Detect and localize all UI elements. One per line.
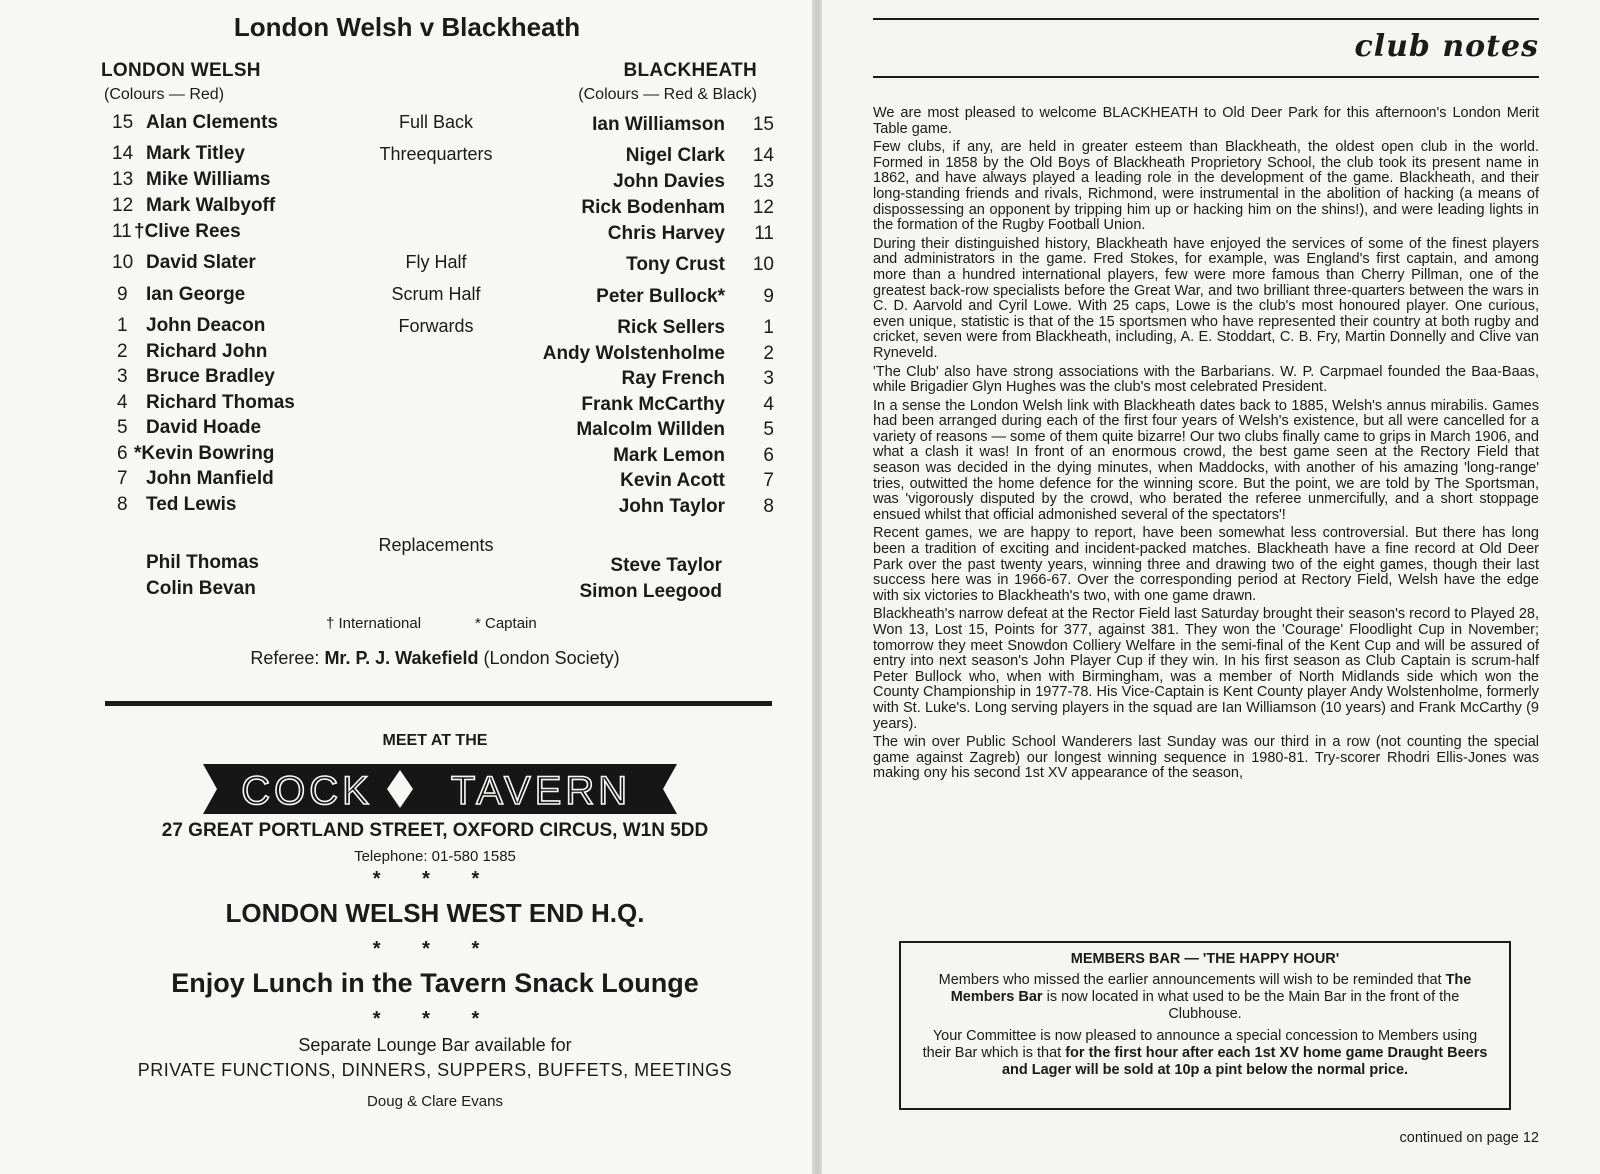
stars-divider: * * * (372, 868, 498, 890)
referee-line (0, 648, 814, 669)
player-name: David Hoade (146, 417, 262, 438)
advert-meet: MEET AT THE (382, 732, 488, 749)
advert-proprietors: Doug & Clare Evans (367, 1093, 503, 1110)
player-name: Mark Titley (146, 143, 245, 164)
player-number: 3 (117, 366, 128, 387)
away-player-row (480, 419, 780, 445)
player-name: Rick Sellers (617, 317, 725, 338)
player-number: 4 (117, 392, 128, 413)
cock-tavern-logo (203, 764, 677, 814)
notes-paragraph: 'The Club' also have strong associations with the Barbarians. W. P. Carpmael founded the Baa-Baas, while Brigadier Glyn Hughes was the club's most celebrated President. (873, 363, 1539, 396)
player-name: Alan Clements (146, 112, 278, 133)
advert-telephone: Telephone: 01-580 1585 (354, 848, 516, 865)
player-number: 8 (117, 494, 128, 515)
home-team-colours: (Colours — Red) (104, 86, 225, 103)
notes-paragraph: During their distinguished history, Blackheath have enjoyed the services of some of the finest players and administrators in the game. Fred Stokes, for example, was England's first captain, and among more than a hundred international players, few were more famous than Cherry Pillman, one of the greatest back-row specialists before the Great War, and two brilliant three-quarters between the wars in C. D. Aarvold and Cyril Lowe. With 25 caps, Lowe is the club's most honoured player. One curious, even unique, statistic is that of the 15 sportsmen who have represented their country at both rugby and cricket, seven were from Blackheath, including, A. E. Stoddart, C. B. Fry, Martin Donnelly and Clive van Ryneveld. (873, 235, 1539, 361)
continued-note: continued on page 12 (1399, 1130, 1539, 1146)
advert-functions: PRIVATE FUNCTIONS, DINNERS, SUPPERS, BUFFETS, MEETINGS (137, 1060, 733, 1080)
away-team-name: BLACKHEATH (623, 60, 757, 81)
away-player-row (480, 368, 780, 394)
members-bar-text (917, 972, 1493, 1023)
player-number: 1 (763, 317, 774, 338)
text-run: is now located in what used to be the Main Bar in the front of the Clubhouse. (1042, 989, 1460, 1022)
notes-paragraph: In a sense the London Welsh link with Blackheath dates back to 1885, Welsh's annus mirabilis. Games had been arranged during each of the first four years of Welsh's existence, but all were cancelled for a variety of reasons — some of them quite bizarre! Our two clubs finally came to grips in March 1906, and what a clash it was! In front of an enormous crowd, the best game seen at the Rectory Field that season was decided in the dying minutes, when Maddocks, with another of his amazing 'long-range' tries, outwitted the home defence for the winning score. But the point, we are told by The Sportsman, was 'vigorously disputed by the crowd, who berated the referee unmercifully, and a short stoppage ensued whilst that official admonished several of the spectators'! (873, 397, 1539, 523)
player-number: 13 (752, 171, 774, 192)
player-number: 12 (752, 197, 774, 218)
away-player-row (480, 171, 780, 197)
player-number: 12 (112, 195, 134, 216)
player-number: 15 (752, 114, 774, 135)
player-number: 7 (763, 470, 774, 491)
player-name: John Deacon (146, 315, 266, 336)
advert-lunch: Enjoy Lunch in the Tavern Snack Lounge (171, 968, 699, 998)
player-number: 11 (112, 221, 132, 242)
player-name: Nigel Clark (625, 145, 725, 166)
player-name: Mike Williams (146, 169, 271, 190)
top-rule (873, 18, 1539, 20)
referee-label: Referee: (250, 648, 320, 668)
advert-hq: LONDON WELSH WEST END H.Q. (225, 898, 645, 928)
home-replacement: Phil Thomas (146, 552, 259, 573)
position-fly-half: Fly Half (405, 252, 467, 272)
player-number: 14 (112, 143, 134, 164)
club-notes-body (873, 106, 1539, 785)
player-number: 10 (112, 252, 134, 273)
player-name: Andy Wolstenholme (542, 343, 725, 364)
player-name: Ian George (146, 284, 246, 305)
club-notes-title: club notes (1354, 29, 1539, 64)
position-full-back: Full Back (398, 112, 474, 132)
position-threequarters: Threequarters (379, 144, 493, 164)
replacements-label: Replacements (378, 535, 494, 555)
player-name: †Clive Rees (134, 221, 241, 242)
player-number: 6 (117, 443, 128, 464)
match-title: London Welsh v Blackheath (233, 12, 581, 42)
player-number: 5 (763, 419, 774, 440)
player-name: Kevin Acott (620, 470, 725, 491)
home-team-name: LONDON WELSH (101, 60, 261, 81)
legend-captain: * Captain (475, 615, 537, 632)
player-name: Frank McCarthy (581, 394, 725, 415)
player-name: Rick Bodenham (581, 197, 725, 218)
player-name: Bruce Bradley (146, 366, 275, 387)
legend-international: † International (326, 615, 422, 632)
advert-address: 27 GREAT PORTLAND STREET, OXFORD CIRCUS, W1N 5DD (161, 820, 709, 841)
player-number: 8 (763, 496, 774, 517)
player-name: Richard John (146, 341, 268, 362)
player-name: John Manfield (146, 468, 274, 489)
away-player-row (480, 496, 780, 522)
player-name: Tony Crust (626, 254, 725, 275)
player-name: Mark Lemon (613, 445, 725, 466)
away-player-row (480, 197, 780, 223)
player-number: 11 (754, 223, 774, 244)
player-name: Malcolm Willden (576, 419, 725, 440)
home-replacement: Colin Bevan (146, 578, 256, 599)
player-number: 5 (117, 417, 128, 438)
player-name: David Slater (146, 252, 256, 273)
player-number: 2 (117, 341, 128, 362)
stars-divider: * * * (372, 1008, 498, 1030)
advert-lounge: Separate Lounge Bar available for (298, 1035, 572, 1055)
away-player-row (480, 470, 780, 496)
player-number: 14 (752, 145, 774, 166)
text-run: Your Committee is now pleased to announce a special concession to Members using their Bar which is that (922, 1028, 1478, 1061)
logo-word-tavern: TAVERN (450, 769, 632, 813)
player-number: 13 (112, 169, 134, 190)
player-name: Ray French (621, 368, 725, 389)
player-name: Ted Lewis (146, 494, 237, 515)
player-name: Richard Thomas (146, 392, 295, 413)
stars-divider: * * * (372, 938, 498, 960)
away-player-row (480, 223, 780, 249)
player-number: 6 (763, 445, 774, 466)
player-number: 3 (763, 368, 774, 389)
player-number: 15 (112, 112, 134, 133)
away-team-colours: (Colours — Red & Black) (578, 86, 757, 103)
away-player-row (480, 394, 780, 420)
notes-paragraph: Few clubs, if any, are held in greater esteem than Blackheath, the oldest open club in the world. Formed in 1858 by the Old Boys of Blackheath Proprietory School, the club took its present name in 1862, and have always played a leading role in the development of the game. Blackheath, and their long-standing friends and rivals, Richmond, were instrumental in the abolition of hacking (a means of dispossessing an opponent by tripping him up or hacking him on the shins!), and were leading lights in the formation of the Rugby Football Union. (873, 139, 1539, 234)
player-number: 7 (117, 468, 128, 489)
player-name: John Davies (613, 171, 725, 192)
player-name: Peter Bullock* (596, 286, 725, 307)
player-name: Mark Walbyoff (146, 195, 276, 216)
text-run-bold: for the first hour after each 1st XV home game Draught Beers and Lager will be sold at 10p a pint below the normal price. (1001, 1045, 1488, 1078)
player-number: 10 (752, 254, 774, 275)
right-page (822, 0, 1600, 1174)
title-rule (873, 76, 1539, 78)
referee-society: (London Society) (483, 648, 620, 668)
player-name: Chris Harvey (607, 223, 725, 244)
text-run: Members who missed the earlier announcements will wish to be reminded that (938, 972, 1446, 988)
away-player-row (480, 445, 780, 471)
notes-paragraph: Blackheath's narrow defeat at the Rector Field last Saturday brought their season's record to Played 28, Won 13, Lost 15, Points for 377, against 381. They won the 'Courage' Floodlight Cup in November; tomorrow they meet Snowdon Colliery Welfare in the semi-final of the Kent Cup and will be assured of entry into next season's John Player Cup if they win. In his first season as Club Captain is scrum-half Peter Bullock who, when with Birmingham, was a member of North Midlands side which won the County Championship in 1977-78. His Vice-Captain is Kent County player Andy Wolstenholme, formerly with St. Luke's. Long serving players in the squad are Ian Williamson (10 years) and Frank McCarthy (9 years). (873, 606, 1539, 732)
player-name: Ian Williamson (592, 114, 725, 135)
player-number: 9 (117, 284, 128, 305)
notes-paragraph: We are most pleased to welcome BLACKHEATH to Old Deer Park for this afternoon's London Merit Table game. (873, 105, 1539, 137)
logo-word-cock: COCK (241, 769, 373, 813)
members-bar-box (899, 941, 1511, 1110)
notes-paragraph: Recent games, we are happy to report, have been somewhat less controversial. But there has long been a tradition of exciting and incident-packed matches. Blackheath have a fine record at Old Deer Park over the past twenty years, winning three and drawing two of the eight games, though their last success here was in 1966-67. Over the corresponding period at Rectory Field, Welsh have the edge with six victories to Blackheath's two, with one game drawn. (873, 525, 1539, 604)
notes-paragraph: The win over Public School Wanderers last Sunday was our third in a row (not counting the special game against Zagreb) our longest winning sequence in 1980-81. Try-scorer Rhodri Ellis-Jones was making ony his second 1st XV appearance of the season, (873, 734, 1539, 782)
player-name: *Kevin Bowring (134, 443, 275, 464)
player-number: 1 (117, 315, 128, 336)
position-forwards: Forwards (398, 316, 474, 336)
player-name: John Taylor (618, 496, 725, 517)
text-run-bold: The Members Bar (950, 972, 1472, 1005)
player-number: 4 (763, 394, 774, 415)
player-number: 9 (763, 286, 774, 307)
player-number: 2 (763, 343, 774, 364)
away-replacement: Steve Taylor (610, 555, 722, 576)
referee-name: Mr. P. J. Wakefield (324, 648, 479, 668)
members-bar-title: MEMBERS BAR — 'THE HAPPY HOUR' (1070, 951, 1340, 967)
away-player-row (480, 343, 780, 369)
position-scrum-half: Scrum Half (391, 284, 481, 304)
divider (105, 701, 772, 706)
members-bar-concession (917, 1028, 1493, 1079)
away-replacement: Simon Leegood (579, 581, 722, 602)
